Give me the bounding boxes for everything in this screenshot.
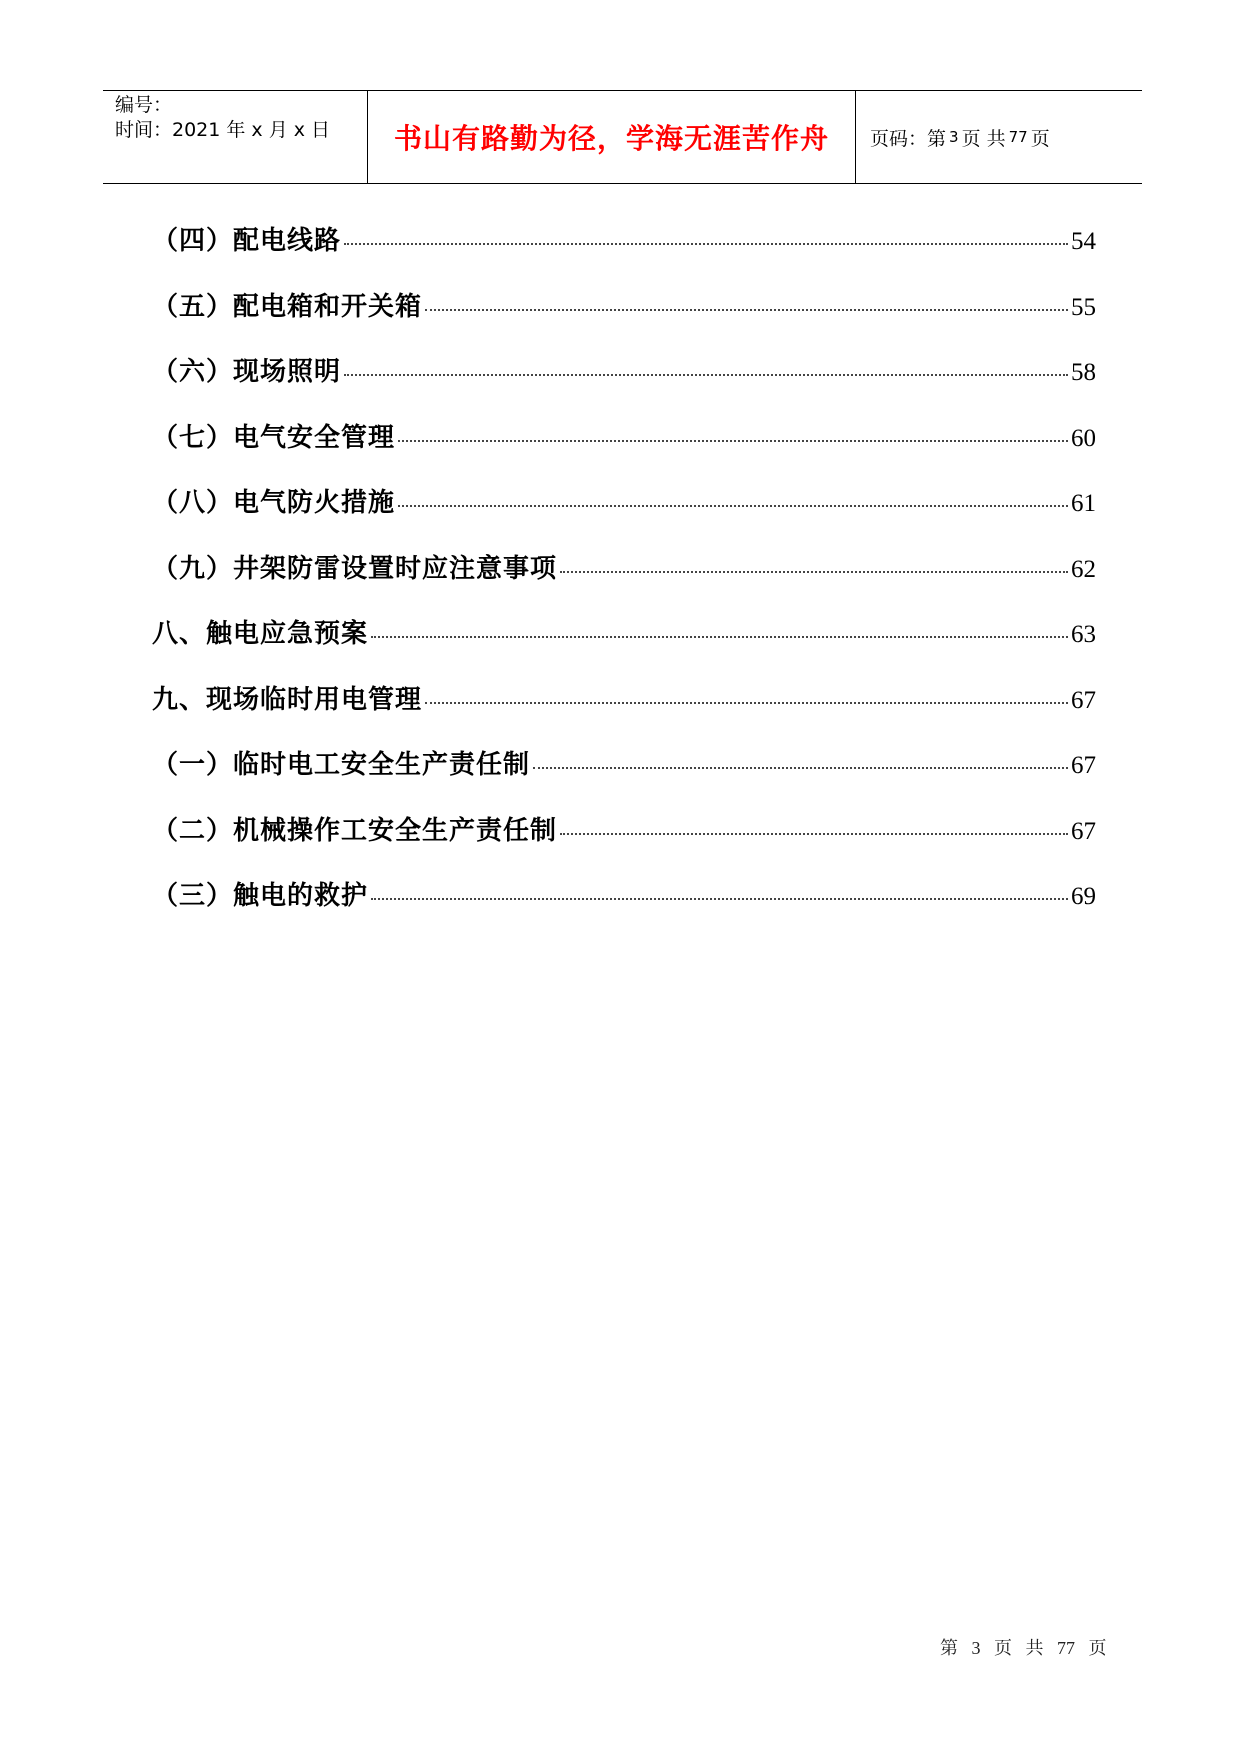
toc-entry-page: 67: [1071, 817, 1096, 845]
toc-dot-leader: [560, 833, 1068, 835]
toc-entry[interactable]: [152, 875, 1096, 941]
header-motto: 书山有路勤为径，学海无涯苦作舟: [393, 122, 829, 155]
toc-entry-title: （六）现场照明: [152, 357, 342, 387]
toc-dot-leader: [533, 767, 1068, 769]
toc-entry[interactable]: [152, 548, 1096, 614]
toc-entry-title: （八）电气防火措施: [152, 488, 396, 518]
toc-entry-title: （五）配电箱和开关箱: [152, 291, 423, 322]
header-page-prefix: 页码：第: [870, 127, 947, 150]
toc-entry-page: 63: [1071, 621, 1096, 648]
toc-entry-title: 八、触电应急预案: [152, 619, 369, 649]
toc-dot-leader: [398, 440, 1068, 442]
header-motto-cell: [368, 91, 856, 183]
header-page-mid: 页 共: [961, 127, 1006, 150]
toc-entry-title: （二）机械操作工安全生产责任制: [152, 815, 558, 846]
toc-entry-page: 62: [1071, 555, 1096, 583]
footer-page-total: 77: [1057, 1638, 1075, 1658]
header-page-cell: [856, 91, 1142, 183]
footer-word: 页: [1088, 1638, 1107, 1658]
toc-entry[interactable]: [152, 417, 1096, 483]
toc-entry-title: （三）触电的救护: [152, 881, 369, 911]
toc-entry-title: （一）临时电工安全生产责任制: [152, 750, 531, 780]
toc-dot-leader: [398, 505, 1068, 507]
toc-entry-title: （七）电气安全管理: [152, 422, 396, 453]
header-page-suffix: 页: [1030, 127, 1050, 150]
toc-dot-leader: [344, 374, 1068, 376]
toc-entry-page: 55: [1071, 293, 1096, 321]
toc-entry[interactable]: [152, 679, 1096, 745]
toc-entry-page: 67: [1071, 686, 1096, 714]
header-number-label: 编号：: [115, 94, 173, 116]
footer-word: 第: [940, 1638, 958, 1658]
toc-entry-title: 九、现场临时用电管理: [152, 684, 423, 715]
toc-entry[interactable]: [152, 351, 1096, 417]
toc-dot-leader: [371, 636, 1068, 638]
toc-entry-page: 61: [1071, 490, 1096, 517]
toc-entry[interactable]: [152, 613, 1096, 679]
toc-entry-page: 58: [1071, 359, 1096, 386]
toc-entry-page: 54: [1071, 228, 1096, 255]
footer-word: 页: [994, 1638, 1012, 1658]
toc-entry[interactable]: [152, 286, 1096, 352]
toc-dot-leader: [425, 309, 1068, 311]
toc-dot-leader: [560, 571, 1068, 573]
toc-entry-title: （四）配电线路: [152, 226, 342, 256]
toc-dot-leader: [344, 243, 1068, 245]
toc-entry-page: 69: [1071, 883, 1096, 910]
footer-word: 共: [1025, 1638, 1044, 1658]
header-page-total: 77: [1008, 128, 1028, 146]
header-page-current: 3: [949, 128, 959, 146]
toc-dot-leader: [371, 898, 1068, 900]
toc-entry[interactable]: [152, 744, 1096, 810]
toc-entry-page: 67: [1071, 752, 1096, 779]
toc-dot-leader: [425, 702, 1068, 704]
table-of-contents: [152, 220, 1096, 941]
page-footer: [940, 1634, 1116, 1660]
toc-entry-page: 60: [1071, 424, 1096, 452]
footer-page-current: 3: [971, 1638, 981, 1658]
toc-entry[interactable]: [152, 810, 1096, 876]
toc-entry[interactable]: [152, 220, 1096, 286]
toc-entry-title: （九）井架防雷设置时应注意事项: [152, 553, 558, 584]
toc-entry[interactable]: [152, 482, 1096, 548]
header-info-cell: [103, 91, 368, 183]
page-header: [103, 90, 1142, 184]
header-time-label: 时间：2021 年 x 月 x 日: [115, 119, 331, 141]
